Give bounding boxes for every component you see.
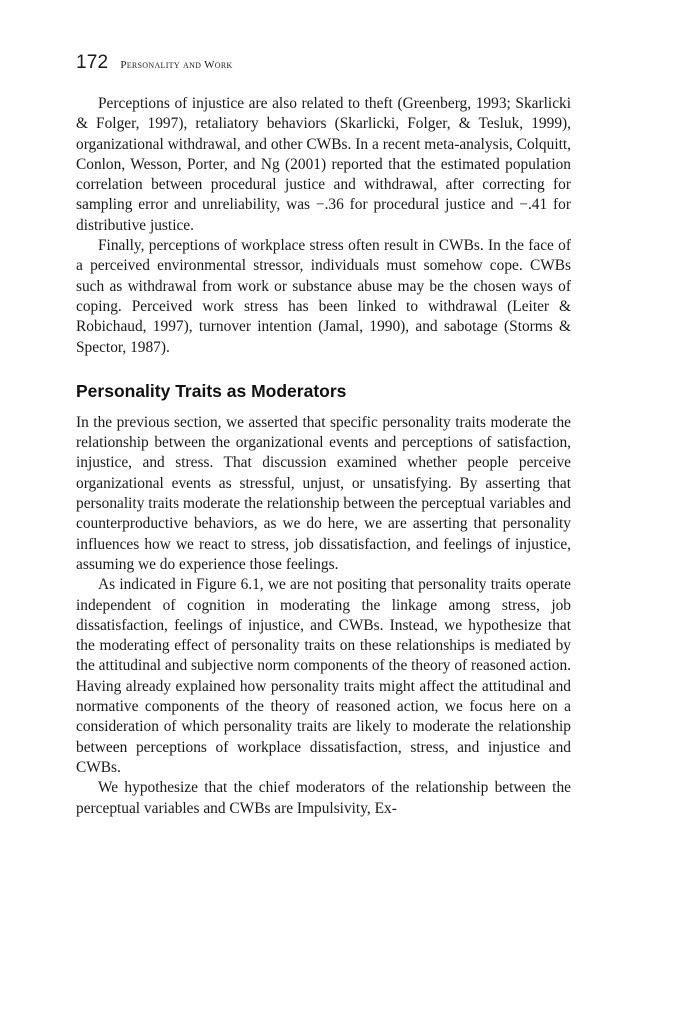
paragraph: Perceptions of injustice are also related to theft (Greenberg, 1993; Skarlicki & Folger, 1997), retaliatory behaviors (Skarlicki, Folger, & Tesluk, 1999), organizational withdrawal, and other CWBs. In a recent meta-analysis, Colquitt, Conlon, Wesson, Porter, and Ng (2001) reported that the estimated population correlation between procedural justice and withdrawal, after correcting for sampling error and unreliability, was −.36 for procedural justice and −.41 for distributive justice. — [76, 95, 571, 234]
paragraph: As indicated in Figure 6.1, we are not positing that personality traits operate independent of cognition in moderating the linkage among stress, job dissatisfaction, feelings of injustice, and CWBs. Instead, we hypothesize that the moderating effect of personality traits on these relationships is mediated by the attitudinal and subjective norm components of the theory of reasoned action. Having already explained how personality traits might affect the attitudinal and normative components of the theory of reasoned action, we focus here on a consideration of which personality traits are likely to moderate the relationship between perceptions of workplace dissatisfaction, stress, and injustice and CWBs. — [76, 576, 571, 776]
body-text — [76, 94, 571, 819]
book-page — [76, 52, 571, 819]
paragraph: In the previous section, we asserted that specific personality traits moderate the relationship between the organizational events and perceptions of satisfaction, injustice, and stress. That discussion examined whether people perceive organizational events as stressful, unjust, or unsatisfying. By asserting that personality traits moderate the relationship between the perceptual variables and counterproductive behaviors, as we do here, we are asserting that personality influences how we react to stress, job dissatisfaction, and feelings of injustice, assuming we do experience those feelings. — [76, 413, 571, 573]
running-title: Personality and Work — [120, 59, 233, 71]
section-heading: Personality Traits as Moderators — [76, 380, 347, 401]
paragraph: Finally, perceptions of workplace stress often result in CWBs. In the face of a perceived environmental stressor, individuals must somehow cope. CWBs such as withdrawal from work or substance abuse may be the chosen ways of coping. Perceived work stress has been linked to withdrawal (Leiter & Robichaud, 1997), turnover intention (Jamal, 1990), and sabotage (Storms & Spector, 1987). — [76, 237, 571, 356]
running-head — [76, 52, 571, 82]
page-number: 172 — [76, 52, 109, 73]
paragraph: We hypothesize that the chief moderators of the relationship between the perceptual variables and CWBs are Impulsivity, Ex- — [76, 779, 571, 817]
